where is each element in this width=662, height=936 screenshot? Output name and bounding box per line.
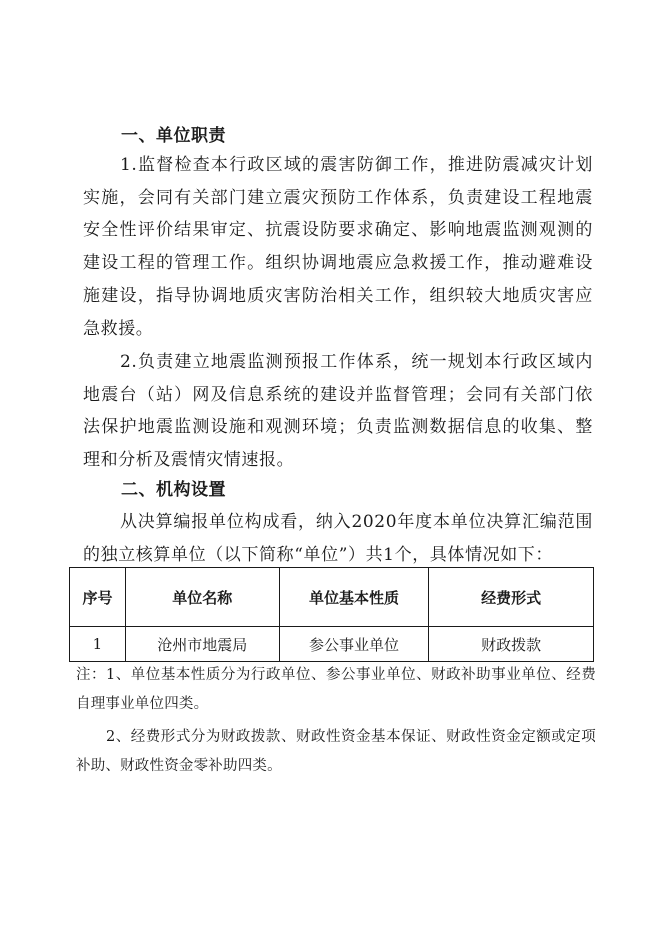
cell-unit-nature: 参公事业单位 <box>279 627 429 662</box>
units-table <box>69 567 594 662</box>
section-heading-unit-duties: 一、单位职责 <box>121 126 226 146</box>
header-cell-index: 序号 <box>70 568 126 627</box>
header-cell-unit-name: 单位名称 <box>125 568 279 627</box>
table-row <box>70 627 594 662</box>
table-note-1: 注：1、单位基本性质分为行政单位、参公事业单位、财政补助事业单位、经费自理事业单位四类。 <box>76 667 596 712</box>
section-heading-organization: 二、机构设置 <box>121 480 226 500</box>
cell-unit-name: 沧州市地震局 <box>125 627 279 662</box>
cell-index: 1 <box>70 627 126 662</box>
header-cell-funding-form: 经费形式 <box>429 568 594 627</box>
duties-paragraph-1: 1.监督检查本行政区域的震害防御工作，推进防震减灾计划实施，会同有关部门建立震灾预防工作体系，负责建设工程地震安全性评价结果审定、抗震设防要求确定、影响地震监测观测的建设工程的管理工作。组织协调地震应急救援工作，推动避难设施建设，指导协调地质灾害防治相关工作，组织较大地质灾害应急救援。 <box>83 155 593 339</box>
table-header-row <box>70 568 594 627</box>
organization-intro-paragraph: 从决算编报单位构成看，纳入2020年度本单位决算汇编范围的独立核算单位（以下简称“单位”）共1个，具体情况如下： <box>83 512 593 565</box>
cell-funding-form: 财政拨款 <box>429 627 594 662</box>
duties-paragraph-2: 2.负责建立地震监测预报工作体系，统一规划本行政区域内地震台（站）网及信息系统的建设并监督管理；会同有关部门依法保护地震监测设施和观测环境；负责监测数据信息的收集、整理和分析及震情灾情速报。 <box>83 352 593 471</box>
table-note-2: 2、经费形式分为财政拨款、财政性资金基本保证、财政性资金定额或定项补助、财政性资金零补助四类。 <box>76 729 596 774</box>
header-cell-unit-nature: 单位基本性质 <box>279 568 429 627</box>
